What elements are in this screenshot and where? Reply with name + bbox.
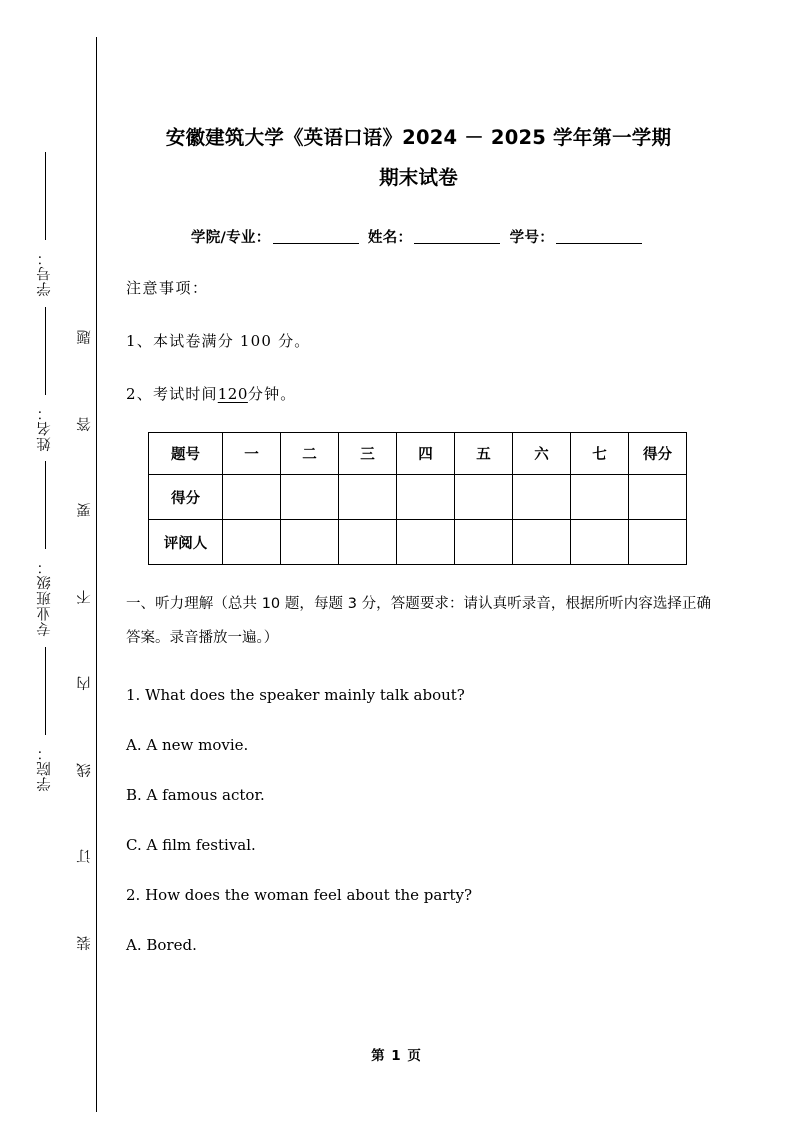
grader-cell-5[interactable] <box>455 520 513 565</box>
binding-slogan-column <box>73 330 97 950</box>
grader-cell-1[interactable] <box>223 520 281 565</box>
binding-field-label-name: 姓名： <box>36 404 53 451</box>
score-cell-7[interactable] <box>571 475 629 520</box>
binding-field-label-college: 学院： <box>36 744 53 791</box>
slogan-char-6: 线 <box>76 762 93 777</box>
grader-cell-2[interactable] <box>281 520 339 565</box>
col-header-6: 六 <box>513 433 571 475</box>
col-header-4: 四 <box>397 433 455 475</box>
exam-title-line-2: 期末试卷 <box>379 166 458 189</box>
question-1-option-c[interactable]: C. A film festival. <box>126 836 256 854</box>
college-major-label: 学院/专业： <box>190 230 271 246</box>
slogan-char-8: 装 <box>76 935 93 950</box>
name-label: 姓名： <box>367 230 413 246</box>
college-major-blank[interactable] <box>273 243 359 244</box>
binding-field-label-class: 专业班级： <box>36 559 53 637</box>
page-footer <box>0 1044 793 1064</box>
grader-cell-total[interactable] <box>629 520 687 565</box>
row-header-question-no: 题号 <box>149 433 223 475</box>
binding-field-label-student-id: 学号： <box>36 250 53 297</box>
question-2-stem: 2. How does the woman feel about the party? <box>126 886 473 904</box>
table-row-score <box>149 475 687 520</box>
notes-heading: 注意事项： <box>126 279 209 297</box>
table-row-header <box>149 433 687 475</box>
note-2-prefix: 2、考试时间 <box>126 385 218 403</box>
page-number-label: 第 1 页 <box>371 1048 422 1064</box>
col-header-5: 五 <box>455 433 513 475</box>
col-header-7: 七 <box>571 433 629 475</box>
grader-cell-4[interactable] <box>397 520 455 565</box>
note-item-2 <box>126 351 711 404</box>
page-title <box>126 0 711 198</box>
row-header-score: 得分 <box>149 475 223 520</box>
score-cell-2[interactable] <box>281 475 339 520</box>
slogan-char-2: 答 <box>76 416 93 431</box>
col-header-total: 得分 <box>629 433 687 475</box>
grader-cell-6[interactable] <box>513 520 571 565</box>
grader-cell-7[interactable] <box>571 520 629 565</box>
question-2-option-a[interactable]: A. Bored. <box>126 936 197 954</box>
col-header-3: 三 <box>339 433 397 475</box>
score-cell-5[interactable] <box>455 475 513 520</box>
name-blank[interactable] <box>414 243 500 244</box>
question-1-option-b[interactable]: B. A famous actor. <box>126 786 265 804</box>
exam-duration-value: 120 <box>217 385 248 403</box>
slogan-char-1: 题 <box>76 330 93 345</box>
field-blank-line-class <box>45 461 46 549</box>
table-row-grader <box>149 520 687 565</box>
grader-cell-3[interactable] <box>339 520 397 565</box>
question-1-stem: 1. What does the speaker mainly talk about? <box>126 686 465 704</box>
field-blank-line-college <box>45 647 46 735</box>
slogan-char-4: 不 <box>76 589 93 604</box>
slogan-char-5: 内 <box>76 676 93 691</box>
exam-title-line-1: 安徽建筑大学《英语口语》2024 － 2025 学年第一学期 <box>165 126 672 149</box>
score-cell-6[interactable] <box>513 475 571 520</box>
note-item-1: 1、本试卷满分 100 分。 <box>126 332 311 350</box>
score-cell-3[interactable] <box>339 475 397 520</box>
score-table-container <box>126 404 711 565</box>
student-info-line <box>126 198 711 247</box>
question-1-option-a[interactable]: A. A new movie. <box>126 736 249 754</box>
field-blank-line-name <box>45 307 46 395</box>
score-table <box>148 432 687 565</box>
score-cell-total[interactable] <box>629 475 687 520</box>
slogan-char-7: 订 <box>76 849 93 864</box>
col-header-2: 二 <box>281 433 339 475</box>
student-id-label: 学号： <box>509 230 555 246</box>
note-2-suffix: 分钟。 <box>247 385 297 403</box>
binding-margin <box>0 0 97 1122</box>
row-header-grader: 评阅人 <box>149 520 223 565</box>
score-cell-4[interactable] <box>397 475 455 520</box>
col-header-1: 一 <box>223 433 281 475</box>
student-id-blank[interactable] <box>556 243 642 244</box>
slogan-char-3: 要 <box>76 503 93 518</box>
section-heading-listening: 一、听力理解（总共 10 题，每题 3 分，答题要求：请认真听录音，根据所听内容选择正确答案。录音播放一遍。） <box>126 596 711 646</box>
field-blank-line-student-id <box>45 152 46 240</box>
score-cell-1[interactable] <box>223 475 281 520</box>
exam-paper-body <box>126 0 711 1122</box>
